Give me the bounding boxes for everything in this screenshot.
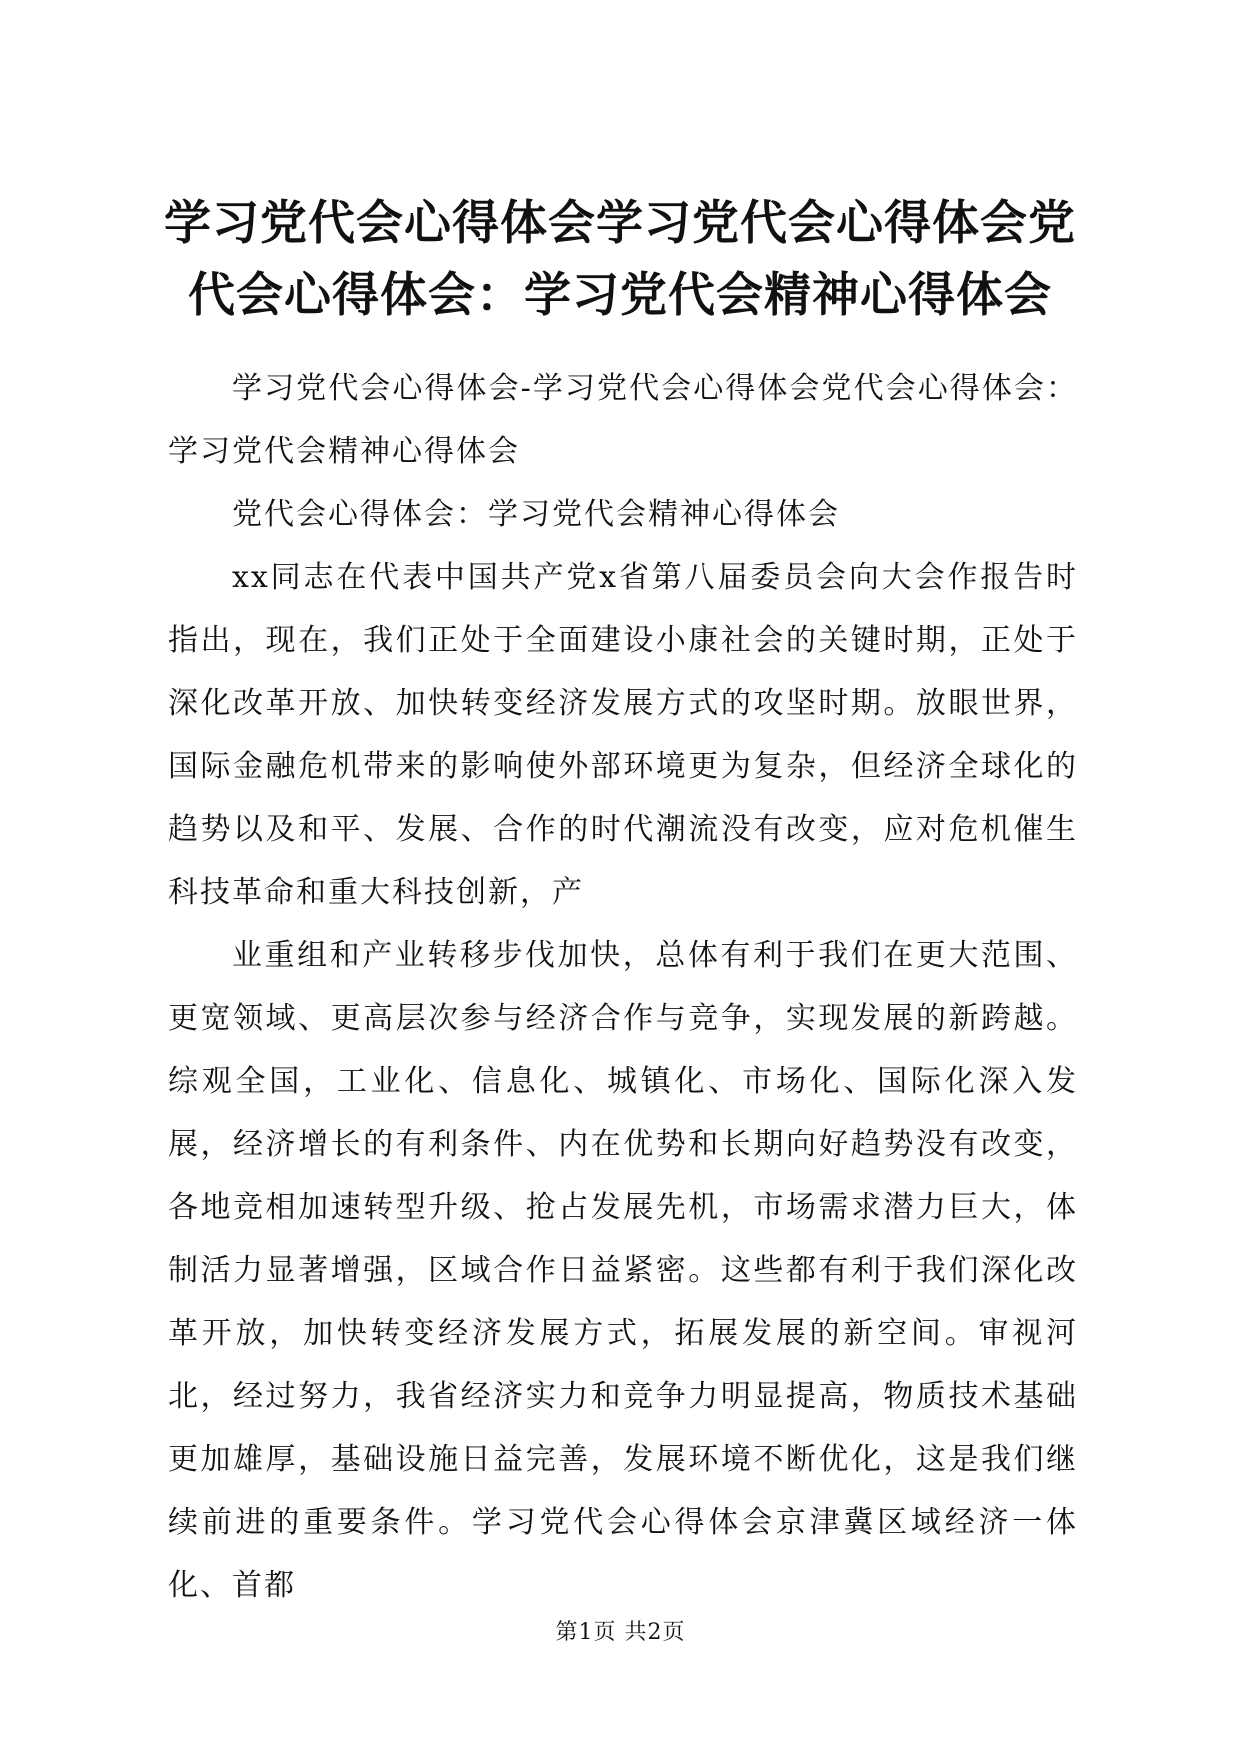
document-title: 学习党代会心得体会学习党代会心得体会党代会心得体会：学习党代会精神心得体会	[164, 196, 1076, 323]
page-number-footer: 第1页 共2页	[555, 1620, 686, 1645]
paragraph-2: 党代会心得体会：学习党代会精神心得体会	[232, 497, 840, 532]
document-body	[168, 357, 1078, 1617]
paragraph-1: 学习党代会心得体会-学习党代会心得体会党代会心得体会：学习党代会精神心得体会	[168, 371, 1078, 469]
paragraph-4: 业重组和产业转移步伐加快，总体有利于我们在更大范围、更宽领域、更高层次参与经济合作与竞争，实现发展的新跨越。综观全国，工业化、信息化、城镇化、市场化、国际化深入发展，经济增长的有利条件、内在优势和长期向好趋势没有改变，各地竞相加速转型升级、抢占发展先机，市场需求潜力巨大，体制活力显著增强，区域合作日益紧密。这些都有利于我们深化改革开放，加快转变经济发展方式，拓展发展的新空间。审视河北，经过努力，我省经济实力和竞争力明显提高，物质技术基础更加雄厚，基础设施日益完善，发展环境不断优化，这是我们继续前进的重要条件。学习党代会心得体会京津冀区域经济一体化、首都	[168, 938, 1078, 1603]
paragraph-3: xx同志在代表中国共产党x省第八届委员会向大会作报告时指出，现在，我们正处于全面建设小康社会的关键时期，正处于深化改革开放、加快转变经济发展方式的攻坚时期。放眼世界，国际金融危机带来的影响使外部环境更为复杂，但经济全球化的趋势以及和平、发展、合作的时代潮流没有改变，应对危机催生科技革命和重大科技创新，产	[168, 560, 1078, 910]
